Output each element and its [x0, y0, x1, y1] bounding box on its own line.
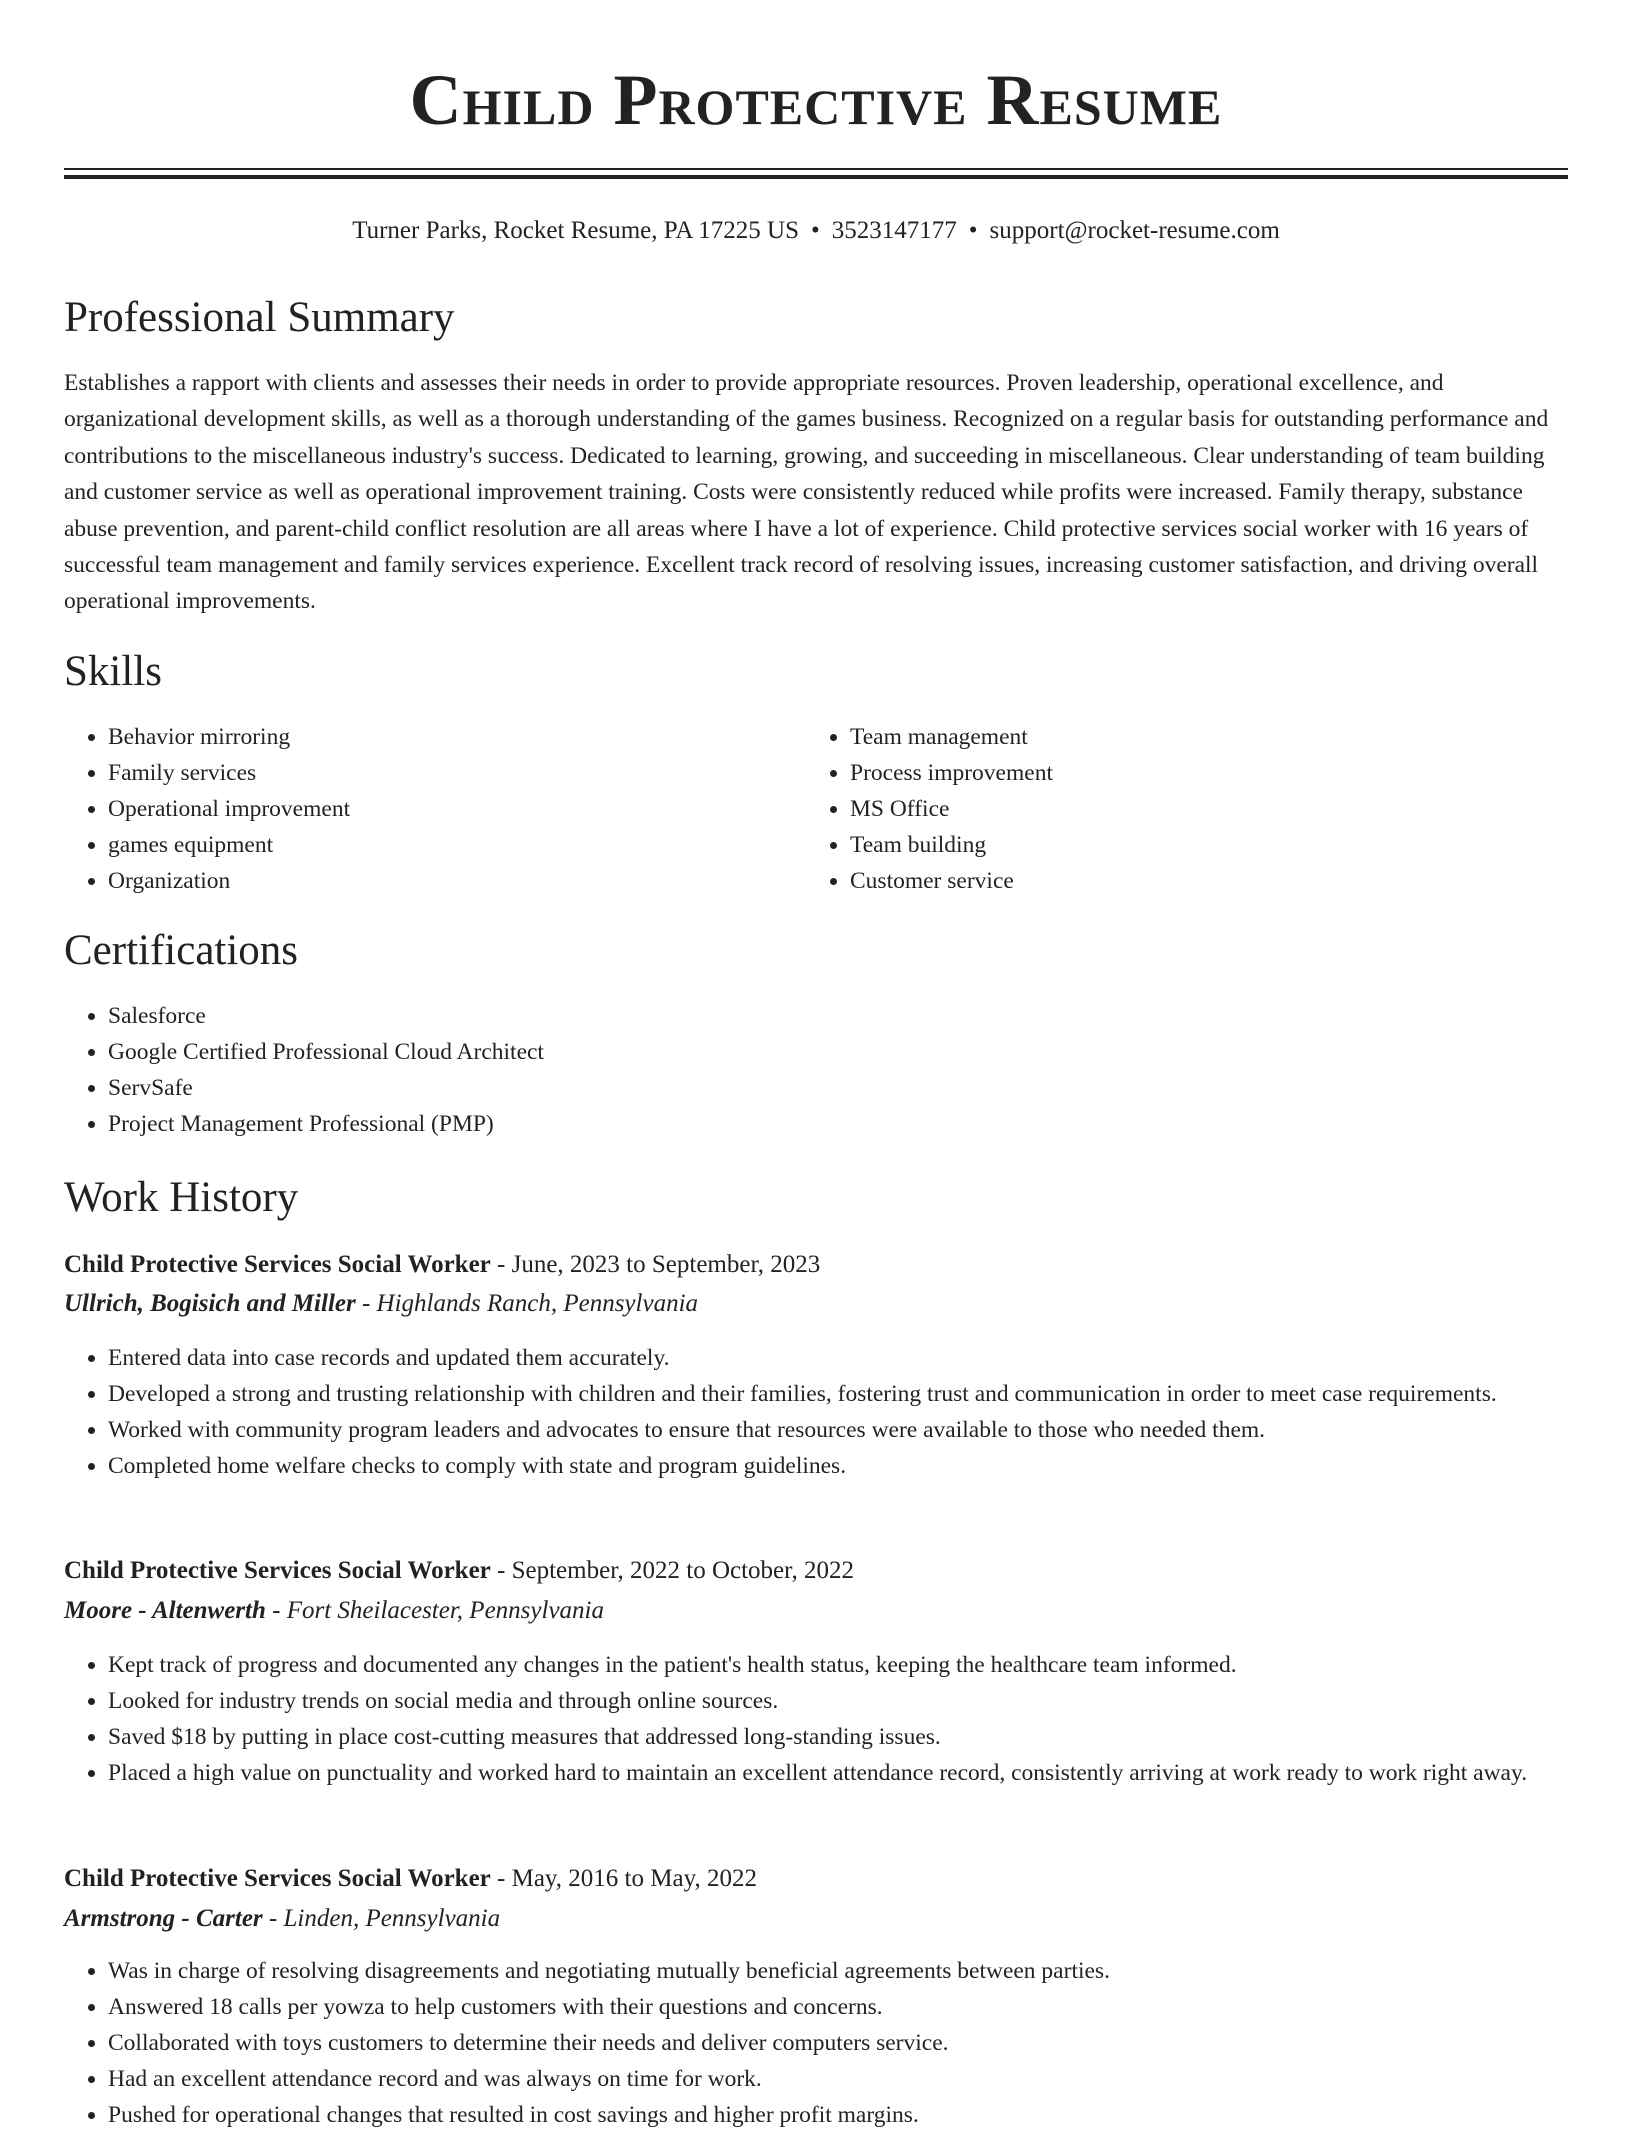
title-divider-thick — [64, 175, 1568, 179]
certification-item: • ServSafe — [108, 1070, 1568, 1106]
title-divider-thin — [64, 168, 1568, 170]
certification-item: • Google Certified Professional Cloud Architect — [108, 1034, 1568, 1070]
certification-item: • Project Management Professional (PMP) — [108, 1106, 1568, 1142]
job-title-line — [64, 1554, 854, 1588]
job-title: Child Protective Services Social Worker — [64, 1251, 491, 1278]
skill-item: • Team building — [850, 827, 1550, 863]
job-bullet: • Completed home welfare checks to comply with state and program guidelines. — [108, 1448, 1568, 1484]
job-company: Moore - Altenwerth — [64, 1597, 266, 1624]
job-title-line — [64, 1248, 820, 1282]
job-bullet: • Looked for industry trends on social media and through online sources. — [108, 1683, 1618, 1719]
skill-item: • Process improvement — [850, 755, 1550, 791]
job-bullet: • Had an excellent attendance record and was always on time for work. — [108, 2061, 1568, 2097]
contact-phone: 3523147177 — [831, 217, 957, 244]
job-location: - Linden, Pennsylvania — [262, 1905, 501, 1932]
certification-item: • Salesforce — [108, 998, 1568, 1034]
skills-heading: Skills — [64, 648, 162, 695]
contact-separator: • — [810, 217, 820, 244]
job-bullet: • Entered data into case records and updated them accurately. — [108, 1340, 1568, 1376]
skill-item: • Family services — [108, 755, 808, 791]
skills-list-right — [806, 719, 1550, 899]
job-location: - Fort Sheilacester, Pennsylvania — [265, 1597, 604, 1624]
summary-text: Establishes a rapport with clients and assesses their needs in order to provide appropriate resources. Proven leadership, operational excellence, and organizational development skills, as well as a thorough understanding of the games business. Recognized on a regular basis for outstanding performance and contributions to the miscellaneous industry's success. Dedicated to learning, growing, and succeeding in miscellaneous. Clear understanding of team building and customer service as well as operational improvement training. Costs were consistently reduced while profits were increased. Family therapy, substance abuse prevention, and parent-child conflict resolution are all areas where I have a lot of experience. Child protective services social worker with 16 years of successful team management and family services experience. Excellent track record of resolving issues, increasing customer satisfaction, and driving overall operational improvements. — [64, 370, 1549, 615]
job-bullets — [64, 1340, 1568, 1484]
job-bullet: • Pushed for operational changes that resulted in cost savings and higher profit margins. — [108, 2097, 1568, 2133]
job-bullet: • Was in charge of resolving disagreements and negotiating mutually beneficial agreements between parties. — [108, 1953, 1568, 1989]
work-history-heading: Work History — [64, 1174, 299, 1221]
skill-item: • games equipment — [108, 827, 808, 863]
job-location: - Highlands Ranch, Pennsylvania — [355, 1290, 699, 1317]
skill-item: • MS Office — [850, 791, 1550, 827]
contact-email: support@rocket-resume.com — [989, 217, 1280, 244]
job-bullet: • Answered 18 calls per yowza to help customers with their questions and concerns. — [108, 1989, 1568, 2025]
job-company: Ullrich, Bogisich and Miller — [64, 1290, 356, 1317]
job-bullets — [64, 1647, 1618, 1791]
skill-item: • Team management — [850, 719, 1550, 755]
job-dates: - June, 2023 to September, 2023 — [490, 1251, 821, 1278]
job-company-line — [64, 1594, 604, 1628]
job-title: Child Protective Services Social Worker — [64, 1557, 491, 1584]
certifications-heading: Certifications — [64, 927, 299, 974]
job-dates: - May, 2016 to May, 2022 — [490, 1865, 757, 1892]
job-title-line — [64, 1862, 757, 1896]
skill-item: • Behavior mirroring — [108, 719, 808, 755]
skill-item: • Customer service — [850, 863, 1550, 899]
job-bullet: • Kept track of progress and documented any changes in the patient's health status, keeping the healthcare team informed. — [108, 1647, 1618, 1683]
summary-heading: Professional Summary — [64, 294, 455, 341]
skill-item: • Organization — [108, 863, 808, 899]
skills-list-left — [64, 719, 808, 899]
job-bullet: • Saved $18 by putting in place cost-cutting measures that addressed long-standing issues. — [108, 1719, 1618, 1755]
contact-line — [64, 214, 1568, 248]
job-bullet: • Collaborated with toys customers to determine their needs and deliver computers service. — [108, 2025, 1568, 2061]
contact-separator: • — [968, 217, 978, 244]
job-company-line — [64, 1287, 698, 1321]
contact-address: Turner Parks, Rocket Resume, PA 17225 US — [352, 217, 799, 244]
job-bullets — [64, 1953, 1568, 2133]
job-dates: - September, 2022 to October, 2022 — [490, 1557, 854, 1584]
certifications-list — [64, 998, 1568, 1142]
skill-item: • Operational improvement — [108, 791, 808, 827]
job-bullet: • Developed a strong and trusting relationship with children and their families, fostering trust and communication in order to meet case requirements. — [108, 1376, 1568, 1412]
job-company: Armstrong - Carter — [64, 1905, 263, 1932]
job-bullet: • Placed a high value on punctuality and worked hard to maintain an excellent attendance record, consistently arriving at work ready to work right away. — [108, 1755, 1618, 1791]
job-title: Child Protective Services Social Worker — [64, 1865, 491, 1892]
resume-title: Child Protective Resume — [409, 60, 1223, 140]
job-company-line — [64, 1902, 500, 1936]
job-bullet: • Worked with community program leaders and advocates to ensure that resources were available to those who needed them. — [108, 1412, 1568, 1448]
